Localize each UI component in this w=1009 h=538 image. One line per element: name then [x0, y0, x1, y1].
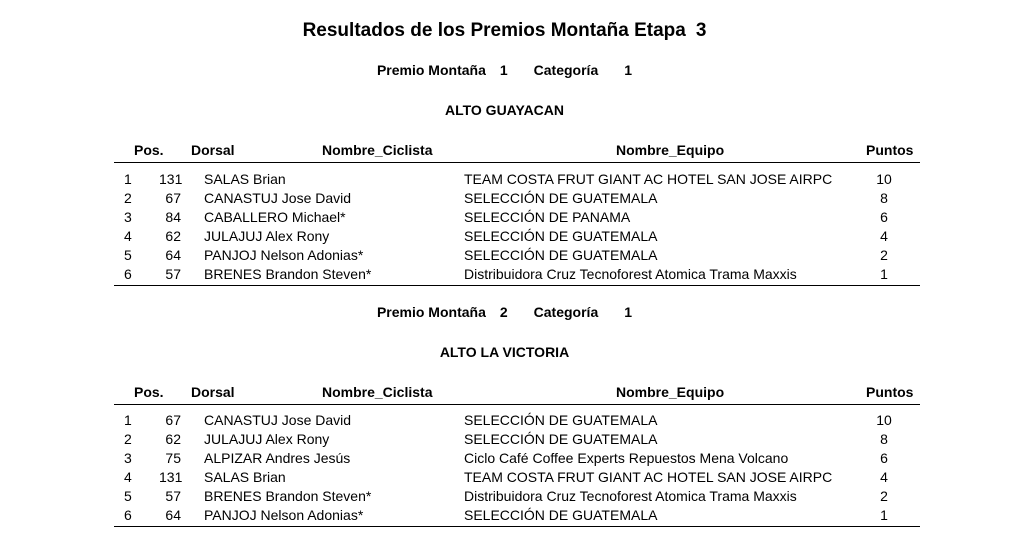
table-row: [114, 247, 920, 266]
premio-label: Premio Montaña: [376, 62, 486, 78]
cell-puntos: 4: [880, 228, 888, 244]
cell-equipo: SELECCIÓN DE GUATEMALA: [464, 507, 658, 523]
header-nombre: Nombre_Ciclista: [322, 384, 433, 400]
header-equipo: Nombre_Equipo: [616, 142, 725, 158]
table-row: [114, 488, 920, 507]
cell-puntos: 2: [880, 247, 888, 263]
categoria-label: Categoría: [533, 304, 599, 320]
table-header: [114, 142, 920, 163]
cell-pos: 4: [124, 469, 132, 485]
cell-dorsal: 62: [165, 228, 181, 244]
cell-dorsal: 84: [165, 209, 181, 225]
cell-nombre: CANASTUJ Jose David: [204, 412, 352, 428]
cell-puntos: 6: [880, 209, 888, 225]
table-row: [114, 209, 920, 228]
table-row: [114, 190, 920, 209]
cell-nombre: PANJOJ Nelson Adonias*: [204, 507, 364, 523]
stage-number: 3: [695, 20, 707, 41]
cell-nombre: BRENES Brandon Steven*: [204, 266, 372, 282]
page-title: [0, 20, 1009, 42]
cell-puntos: 8: [880, 431, 888, 447]
climb-name: ALTO GUAYACAN: [444, 102, 565, 118]
cell-equipo: SELECCIÓN DE GUATEMALA: [464, 431, 658, 447]
cell-puntos: 2: [880, 488, 888, 504]
cell-pos: 2: [124, 431, 132, 447]
cell-dorsal: 131: [159, 469, 183, 485]
cell-nombre: PANJOJ Nelson Adonias*: [204, 247, 364, 263]
header-nombre: Nombre_Ciclista: [322, 142, 433, 158]
header-dorsal: Dorsal: [191, 142, 235, 158]
categoria-number: 1: [624, 62, 633, 78]
header-puntos: Puntos: [866, 142, 914, 158]
cell-pos: 3: [124, 209, 132, 225]
cell-dorsal: 57: [165, 488, 181, 504]
cell-dorsal: 57: [165, 266, 181, 282]
cell-equipo: SELECCIÓN DE GUATEMALA: [464, 412, 658, 428]
cell-equipo: TEAM COSTA FRUT GIANT AC HOTEL SAN JOSE AIRPC: [464, 171, 833, 187]
cell-nombre: CANASTUJ Jose David: [204, 190, 352, 206]
title-text: Resultados de los Premios Montaña Etapa: [302, 20, 686, 41]
cell-nombre: BRENES Brandon Steven*: [204, 488, 372, 504]
climb-name: ALTO LA VICTORIA: [439, 344, 570, 360]
categoria-label: Categoría: [533, 62, 599, 78]
premio-heading: [0, 62, 1009, 78]
table-row: [114, 450, 920, 469]
cell-puntos: 10: [876, 412, 892, 428]
table-header: [114, 384, 920, 405]
table-row: [114, 171, 920, 190]
cell-equipo: SELECCIÓN DE GUATEMALA: [464, 190, 658, 206]
cell-dorsal: 75: [165, 450, 181, 466]
cell-nombre: SALAS Brian: [204, 469, 286, 485]
table-row: [114, 431, 920, 450]
cell-dorsal: 131: [159, 171, 183, 187]
header-puntos: Puntos: [866, 384, 914, 400]
cell-nombre: JULAJUJ Alex Rony: [204, 431, 330, 447]
cell-nombre: JULAJUJ Alex Rony: [204, 228, 330, 244]
premio-label: Premio Montaña: [376, 304, 486, 320]
cell-equipo: TEAM COSTA FRUT GIANT AC HOTEL SAN JOSE AIRPC: [464, 469, 833, 485]
header-pos: Pos.: [134, 142, 164, 158]
cell-nombre: ALPIZAR Andres Jesús: [204, 450, 351, 466]
cell-dorsal: 64: [165, 507, 181, 523]
cell-pos: 5: [124, 488, 132, 504]
cell-pos: 1: [124, 171, 132, 187]
cell-puntos: 10: [876, 171, 892, 187]
premio-heading: [0, 304, 1009, 320]
results-table-1: [114, 171, 920, 286]
cell-equipo: Distribuidora Cruz Tecnoforest Atomica Trama Maxxis: [464, 488, 797, 504]
cell-dorsal: 62: [165, 431, 181, 447]
cell-puntos: 8: [880, 190, 888, 206]
cell-pos: 6: [124, 266, 132, 282]
premio-number: 1: [499, 62, 508, 78]
premio-number: 2: [499, 304, 508, 320]
cell-pos: 6: [124, 507, 132, 523]
cell-equipo: Ciclo Café Coffee Experts Repuestos Mena Volcano: [464, 450, 789, 466]
table-row: [114, 507, 920, 526]
cell-puntos: 6: [880, 450, 888, 466]
cell-pos: 3: [124, 450, 132, 466]
cell-pos: 1: [124, 412, 132, 428]
cell-puntos: 4: [880, 469, 888, 485]
cell-pos: 5: [124, 247, 132, 263]
categoria-number: 1: [624, 304, 633, 320]
table-row: [114, 266, 920, 285]
cell-dorsal: 67: [165, 190, 181, 206]
table-row: [114, 469, 920, 488]
cell-puntos: 1: [880, 266, 888, 282]
cell-equipo: SELECCIÓN DE PANAMA: [464, 209, 631, 225]
header-pos: Pos.: [134, 384, 164, 400]
cell-equipo: Distribuidora Cruz Tecnoforest Atomica Trama Maxxis: [464, 266, 797, 282]
cell-equipo: SELECCIÓN DE GUATEMALA: [464, 228, 658, 244]
table-row: [114, 228, 920, 247]
table-row: [114, 412, 920, 431]
cell-dorsal: 64: [165, 247, 181, 263]
cell-pos: 4: [124, 228, 132, 244]
header-equipo: Nombre_Equipo: [616, 384, 725, 400]
header-dorsal: Dorsal: [191, 384, 235, 400]
cell-nombre: SALAS Brian: [204, 171, 286, 187]
cell-puntos: 1: [880, 507, 888, 523]
cell-equipo: SELECCIÓN DE GUATEMALA: [464, 247, 658, 263]
cell-dorsal: 67: [165, 412, 181, 428]
cell-nombre: CABALLERO Michael*: [204, 209, 346, 225]
results-table-2: [114, 412, 920, 527]
cell-pos: 2: [124, 190, 132, 206]
